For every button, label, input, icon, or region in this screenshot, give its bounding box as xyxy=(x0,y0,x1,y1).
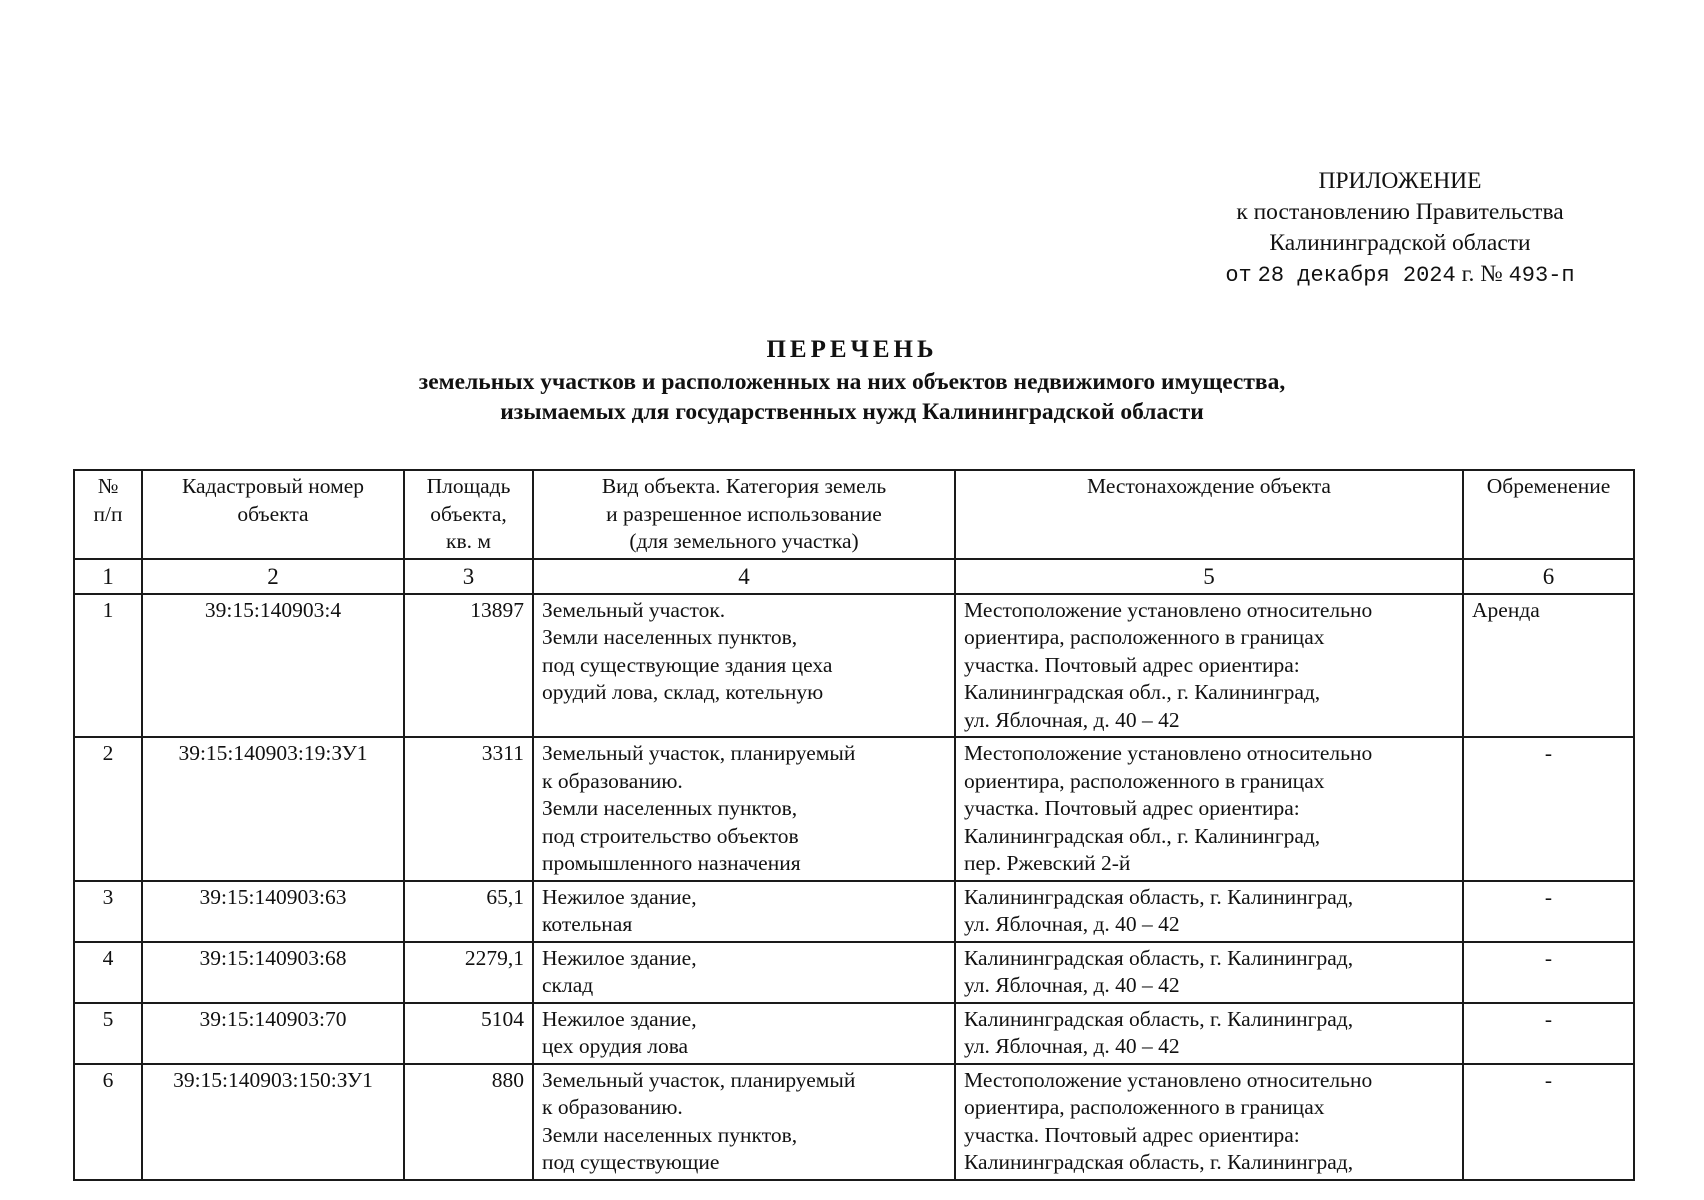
table-row xyxy=(74,737,1634,881)
column-number-row xyxy=(74,559,1634,594)
object-type: Нежилое здание, склад xyxy=(533,942,955,1003)
appendix-line-2: Калининградской области xyxy=(1269,230,1531,256)
header-area: Площадь объекта, кв. м xyxy=(404,470,533,559)
object-type: Земельный участок, планируемый к образованию. Земли населенных пунктов, под строительство объектов промышленного назначения xyxy=(533,737,955,881)
appendix-block xyxy=(1180,166,1620,291)
cadastral-number: 39:15:140903:70 xyxy=(142,1003,404,1064)
row-number: 2 xyxy=(74,737,142,881)
encumbrance: - xyxy=(1463,737,1634,881)
document-subtitle-line-2: изымаемых для государственных нужд Калининградской области xyxy=(500,399,1204,425)
header-number: № п/п xyxy=(74,470,142,559)
cadastral-number: 39:15:140903:4 xyxy=(142,594,404,738)
appendix-line-1: к постановлению Правительства xyxy=(1236,199,1564,225)
column-number: 6 xyxy=(1463,559,1634,594)
row-number: 6 xyxy=(74,1064,142,1180)
table-row xyxy=(74,594,1634,738)
table-row xyxy=(74,942,1634,1003)
cadastral-number: 39:15:140903:63 xyxy=(142,881,404,942)
object-type: Нежилое здание, цех орудия лова xyxy=(533,1003,955,1064)
object-location: Местоположение установлено относительно ориентира, расположенного в границах участка. Почтовый адрес ориентира: Калининградская обл., г. Калининград, пер. Ржевский 2-й xyxy=(955,737,1463,881)
encumbrance: Аренда xyxy=(1463,594,1634,738)
row-number: 1 xyxy=(74,594,142,738)
area-value: 3311 xyxy=(404,737,533,881)
object-type: Земельный участок, планируемый к образованию. Земли населенных пунктов, под существующие xyxy=(533,1064,955,1180)
object-location: Местоположение установлено относительно ориентира, расположенного в границах участка. Почтовый адрес ориентира: Калининградская обл., г. Калининград, ул. Яблочная, д. 40 – 42 xyxy=(955,594,1463,738)
cadastral-number: 39:15:140903:150:ЗУ1 xyxy=(142,1064,404,1180)
object-type: Нежилое здание, котельная xyxy=(533,881,955,942)
row-number: 3 xyxy=(74,881,142,942)
encumbrance: - xyxy=(1463,881,1634,942)
document-heading xyxy=(240,333,1464,427)
date-value: 28 декабря 2024 xyxy=(1257,263,1456,288)
area-value: 65,1 xyxy=(404,881,533,942)
column-number: 1 xyxy=(74,559,142,594)
appendix-title: ПРИЛОЖЕНИЕ xyxy=(1318,168,1482,194)
object-location: Местоположение установлено относительно ориентира, расположенного в границах участка. Почтовый адрес ориентира: Калининградская область, г. Калининград, xyxy=(955,1064,1463,1180)
date-prefix: от xyxy=(1225,263,1252,288)
row-number: 5 xyxy=(74,1003,142,1064)
land-plots-table xyxy=(73,469,1635,1181)
encumbrance: - xyxy=(1463,1064,1634,1180)
area-value: 5104 xyxy=(404,1003,533,1064)
column-number: 4 xyxy=(533,559,955,594)
table-row xyxy=(74,881,1634,942)
column-number: 5 xyxy=(955,559,1463,594)
area-value: 13897 xyxy=(404,594,533,738)
header-location: Местонахождение объекта xyxy=(955,470,1463,559)
header-encumbrance: Обременение xyxy=(1463,470,1634,559)
row-number: 4 xyxy=(74,942,142,1003)
date-mid: г. № xyxy=(1461,261,1503,287)
object-location: Калининградская область, г. Калининград, ул. Яблочная, д. 40 – 42 xyxy=(955,881,1463,942)
column-number: 2 xyxy=(142,559,404,594)
header-cadastral-number: Кадастровый номер объекта xyxy=(142,470,404,559)
object-type: Земельный участок. Земли населенных пунктов, под существующие здания цеха орудий лова, склад, котельную xyxy=(533,594,955,738)
table-row xyxy=(74,1064,1634,1180)
table-header-row xyxy=(74,470,1634,559)
document-subtitle-line-1: земельных участков и расположенных на них объектов недвижимого имущества, xyxy=(418,369,1286,395)
area-value: 880 xyxy=(404,1064,533,1180)
cadastral-number: 39:15:140903:19:ЗУ1 xyxy=(142,737,404,881)
area-value: 2279,1 xyxy=(404,942,533,1003)
document-number: 493-п xyxy=(1508,263,1575,288)
encumbrance: - xyxy=(1463,1003,1634,1064)
cadastral-number: 39:15:140903:68 xyxy=(142,942,404,1003)
object-location: Калининградская область, г. Калининград, ул. Яблочная, д. 40 – 42 xyxy=(955,1003,1463,1064)
table-row xyxy=(74,1003,1634,1064)
column-number: 3 xyxy=(404,559,533,594)
header-object-type: Вид объекта. Категория земель и разрешенное использование (для земельного участка) xyxy=(533,470,955,559)
appendix-date-line xyxy=(1180,259,1620,291)
object-location: Калининградская область, г. Калининград, ул. Яблочная, д. 40 – 42 xyxy=(955,942,1463,1003)
encumbrance: - xyxy=(1463,942,1634,1003)
document-title: ПЕРЕЧЕНЬ xyxy=(766,336,938,363)
